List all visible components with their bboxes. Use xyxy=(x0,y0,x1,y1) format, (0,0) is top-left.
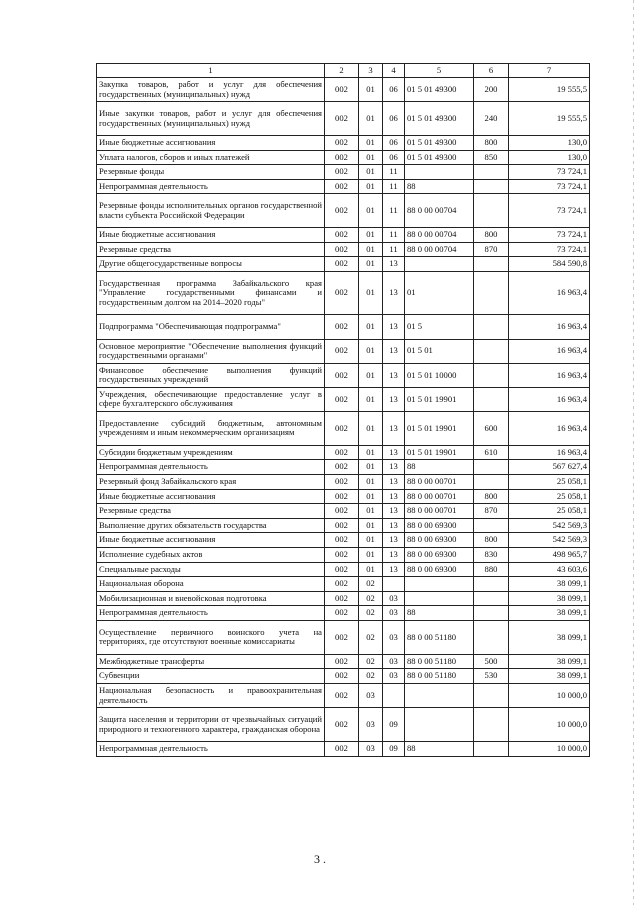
row-admin-code-cell: 002 xyxy=(325,78,359,102)
row-subsection-cell: 09 xyxy=(383,708,405,742)
row-section-cell: 01 xyxy=(359,135,383,150)
row-section-cell: 01 xyxy=(359,228,383,243)
table-body xyxy=(97,78,590,757)
row-target-article-cell: 01 5 01 19901 xyxy=(405,387,474,411)
row-expense-type-cell xyxy=(474,257,509,272)
row-amount-cell: 584 590,8 xyxy=(509,257,590,272)
row-admin-code-cell: 002 xyxy=(325,606,359,621)
row-section-cell: 02 xyxy=(359,577,383,592)
row-target-article-cell xyxy=(405,165,474,180)
row-expense-type-cell: 530 xyxy=(474,669,509,684)
row-expense-type-cell: 850 xyxy=(474,150,509,165)
row-amount-cell: 16 963,4 xyxy=(509,387,590,411)
row-expense-type-cell: 240 xyxy=(474,102,509,136)
row-expense-type-cell xyxy=(474,741,509,756)
row-subsection-cell: 13 xyxy=(383,518,405,533)
row-section-cell: 01 xyxy=(359,78,383,102)
row-amount-cell: 542 569,3 xyxy=(509,518,590,533)
row-name-cell: Субвенции xyxy=(97,669,325,684)
row-subsection-cell: 11 xyxy=(383,179,405,194)
row-expense-type-cell: 800 xyxy=(474,533,509,548)
row-expense-type-cell xyxy=(474,577,509,592)
row-target-article-cell xyxy=(405,577,474,592)
row-subsection-cell: 13 xyxy=(383,363,405,387)
row-name-cell: Учреждения, обеспечивающие предоставление услуг в сфере бухгалтерского обслуживания xyxy=(97,387,325,411)
table-row xyxy=(97,102,590,136)
row-target-article-cell: 01 5 01 19901 xyxy=(405,445,474,460)
row-subsection-cell: 11 xyxy=(383,242,405,257)
row-admin-code-cell: 002 xyxy=(325,708,359,742)
row-amount-cell: 16 963,4 xyxy=(509,445,590,460)
table-row xyxy=(97,621,590,655)
row-amount-cell: 38 099,1 xyxy=(509,621,590,655)
row-target-article-cell: 01 5 01 49300 xyxy=(405,102,474,136)
row-admin-code-cell: 002 xyxy=(325,257,359,272)
row-expense-type-cell: 200 xyxy=(474,78,509,102)
row-name-cell: Иные бюджетные ассигнования xyxy=(97,135,325,150)
table-row xyxy=(97,741,590,756)
row-expense-type-cell: 800 xyxy=(474,489,509,504)
row-name-cell: Иные бюджетные ассигнования xyxy=(97,533,325,548)
row-admin-code-cell: 002 xyxy=(325,504,359,519)
row-section-cell: 02 xyxy=(359,606,383,621)
row-target-article-cell: 88 0 00 00704 xyxy=(405,242,474,257)
row-target-article-cell: 88 0 00 00701 xyxy=(405,475,474,490)
table-row xyxy=(97,228,590,243)
row-admin-code-cell: 002 xyxy=(325,460,359,475)
row-name-cell: Другие общегосударственные вопросы xyxy=(97,257,325,272)
row-admin-code-cell: 002 xyxy=(325,741,359,756)
row-subsection-cell: 03 xyxy=(383,669,405,684)
row-section-cell: 01 xyxy=(359,562,383,577)
table-row xyxy=(97,271,590,314)
row-name-cell: Осуществление первичного воинского учета на территориях, где отсутствуют военные комиссариаты xyxy=(97,621,325,655)
row-amount-cell: 19 555,5 xyxy=(509,102,590,136)
row-section-cell: 03 xyxy=(359,708,383,742)
row-subsection-cell: 11 xyxy=(383,165,405,180)
row-admin-code-cell: 002 xyxy=(325,683,359,707)
row-target-article-cell: 88 xyxy=(405,179,474,194)
row-amount-cell: 19 555,5 xyxy=(509,78,590,102)
row-target-article-cell: 01 5 xyxy=(405,315,474,339)
table-row xyxy=(97,150,590,165)
row-section-cell: 01 xyxy=(359,315,383,339)
row-name-cell: Национальная оборона xyxy=(97,577,325,592)
row-name-cell: Предоставление субсидий бюджетным, автономным учреждениям и иным некоммерческим организациям xyxy=(97,412,325,446)
row-admin-code-cell: 002 xyxy=(325,562,359,577)
table-row xyxy=(97,669,590,684)
table-row xyxy=(97,179,590,194)
row-section-cell: 01 xyxy=(359,363,383,387)
row-section-cell: 01 xyxy=(359,102,383,136)
row-expense-type-cell: 880 xyxy=(474,562,509,577)
row-section-cell: 01 xyxy=(359,504,383,519)
row-admin-code-cell: 002 xyxy=(325,242,359,257)
row-section-cell: 01 xyxy=(359,339,383,363)
row-admin-code-cell: 002 xyxy=(325,445,359,460)
row-target-article-cell: 88 0 00 00701 xyxy=(405,489,474,504)
row-target-article-cell: 01 5 01 49300 xyxy=(405,135,474,150)
row-subsection-cell: 13 xyxy=(383,339,405,363)
row-name-cell: Основное мероприятие "Обеспечение выполнения функций государственными органами" xyxy=(97,339,325,363)
row-section-cell: 02 xyxy=(359,669,383,684)
row-target-article-cell: 88 0 00 51180 xyxy=(405,654,474,669)
table-row xyxy=(97,518,590,533)
row-subsection-cell: 13 xyxy=(383,548,405,563)
row-amount-cell: 73 724,1 xyxy=(509,242,590,257)
row-amount-cell: 38 099,1 xyxy=(509,669,590,684)
table-row xyxy=(97,504,590,519)
table-row xyxy=(97,412,590,446)
row-subsection-cell: 11 xyxy=(383,194,405,228)
row-section-cell: 02 xyxy=(359,654,383,669)
row-amount-cell: 38 099,1 xyxy=(509,654,590,669)
row-target-article-cell: 88 xyxy=(405,741,474,756)
row-target-article-cell: 88 xyxy=(405,460,474,475)
row-name-cell: Подпрограмма "Обеспечивающая подпрограмма" xyxy=(97,315,325,339)
row-subsection-cell xyxy=(383,683,405,707)
row-target-article-cell xyxy=(405,257,474,272)
row-expense-type-cell: 870 xyxy=(474,242,509,257)
row-name-cell: Специальные расходы xyxy=(97,562,325,577)
table-row xyxy=(97,387,590,411)
row-expense-type-cell xyxy=(474,683,509,707)
row-section-cell: 01 xyxy=(359,257,383,272)
table-row xyxy=(97,548,590,563)
row-amount-cell: 73 724,1 xyxy=(509,165,590,180)
row-amount-cell: 542 569,3 xyxy=(509,533,590,548)
row-name-cell: Межбюджетные трансферты xyxy=(97,654,325,669)
row-subsection-cell: 13 xyxy=(383,271,405,314)
row-expense-type-cell xyxy=(474,387,509,411)
row-admin-code-cell: 002 xyxy=(325,577,359,592)
table-row xyxy=(97,363,590,387)
row-admin-code-cell: 002 xyxy=(325,315,359,339)
row-subsection-cell: 03 xyxy=(383,621,405,655)
row-name-cell: Выполнение других обязательств государства xyxy=(97,518,325,533)
table-row xyxy=(97,242,590,257)
row-admin-code-cell: 002 xyxy=(325,165,359,180)
row-subsection-cell: 09 xyxy=(383,741,405,756)
row-target-article-cell: 88 0 00 69300 xyxy=(405,562,474,577)
row-target-article-cell: 88 0 00 51180 xyxy=(405,669,474,684)
row-name-cell: Резервные фонды xyxy=(97,165,325,180)
row-admin-code-cell: 002 xyxy=(325,387,359,411)
row-section-cell: 01 xyxy=(359,194,383,228)
row-subsection-cell: 13 xyxy=(383,445,405,460)
row-target-article-cell xyxy=(405,591,474,606)
row-admin-code-cell: 002 xyxy=(325,363,359,387)
row-section-cell: 02 xyxy=(359,621,383,655)
table-row xyxy=(97,606,590,621)
row-name-cell: Защита населения и территории от чрезвычайных ситуаций природного и техногенного характера, гражданская оборона xyxy=(97,708,325,742)
row-amount-cell: 130,0 xyxy=(509,150,590,165)
row-subsection-cell: 13 xyxy=(383,489,405,504)
row-subsection-cell: 13 xyxy=(383,257,405,272)
row-target-article-cell: 01 5 01 49300 xyxy=(405,150,474,165)
row-subsection-cell: 06 xyxy=(383,135,405,150)
row-amount-cell: 25 058,1 xyxy=(509,504,590,519)
row-section-cell: 01 xyxy=(359,271,383,314)
header-row xyxy=(97,64,590,78)
row-target-article-cell: 88 0 00 51180 xyxy=(405,621,474,655)
table-row xyxy=(97,194,590,228)
row-target-article-cell xyxy=(405,708,474,742)
row-admin-code-cell: 002 xyxy=(325,654,359,669)
row-name-cell: Резервные средства xyxy=(97,504,325,519)
table-header xyxy=(97,64,590,78)
row-section-cell: 01 xyxy=(359,150,383,165)
row-expense-type-cell: 800 xyxy=(474,228,509,243)
row-expense-type-cell xyxy=(474,606,509,621)
table-row xyxy=(97,475,590,490)
row-expense-type-cell xyxy=(474,708,509,742)
budget-table xyxy=(96,63,590,757)
row-section-cell: 01 xyxy=(359,387,383,411)
table-row xyxy=(97,562,590,577)
table-row xyxy=(97,708,590,742)
table-row xyxy=(97,445,590,460)
row-expense-type-cell xyxy=(474,271,509,314)
row-admin-code-cell: 002 xyxy=(325,194,359,228)
row-name-cell: Субсидии бюджетным учреждениям xyxy=(97,445,325,460)
row-amount-cell: 25 058,1 xyxy=(509,489,590,504)
table-row xyxy=(97,489,590,504)
row-target-article-cell: 88 0 00 00704 xyxy=(405,194,474,228)
header-cell: 2 xyxy=(325,64,359,78)
row-subsection-cell: 06 xyxy=(383,78,405,102)
row-section-cell: 01 xyxy=(359,475,383,490)
row-subsection-cell: 13 xyxy=(383,412,405,446)
row-target-article-cell: 88 xyxy=(405,606,474,621)
row-target-article-cell: 88 0 00 69300 xyxy=(405,518,474,533)
row-name-cell: Непрограммная деятельность xyxy=(97,606,325,621)
row-subsection-cell: 13 xyxy=(383,533,405,548)
row-name-cell: Непрограммная деятельность xyxy=(97,179,325,194)
row-expense-type-cell xyxy=(474,315,509,339)
header-cell: 1 xyxy=(97,64,325,78)
row-subsection-cell: 06 xyxy=(383,102,405,136)
row-subsection-cell: 13 xyxy=(383,387,405,411)
header-cell: 7 xyxy=(509,64,590,78)
row-subsection-cell: 03 xyxy=(383,606,405,621)
table-row xyxy=(97,683,590,707)
row-section-cell: 01 xyxy=(359,445,383,460)
row-name-cell: Мобилизационная и вневойсковая подготовка xyxy=(97,591,325,606)
row-name-cell: Государственная программа Забайкальского края "Управление государственными финансами и государственным долгом на 2014–2020 годы" xyxy=(97,271,325,314)
row-admin-code-cell: 002 xyxy=(325,669,359,684)
table-row xyxy=(97,460,590,475)
row-target-article-cell: 88 0 00 00704 xyxy=(405,228,474,243)
row-target-article-cell: 01 5 01 xyxy=(405,339,474,363)
row-section-cell: 03 xyxy=(359,741,383,756)
row-admin-code-cell: 002 xyxy=(325,102,359,136)
row-expense-type-cell xyxy=(474,194,509,228)
row-expense-type-cell xyxy=(474,363,509,387)
row-subsection-cell: 06 xyxy=(383,150,405,165)
row-admin-code-cell: 002 xyxy=(325,533,359,548)
row-section-cell: 01 xyxy=(359,242,383,257)
row-section-cell: 01 xyxy=(359,548,383,563)
row-admin-code-cell: 002 xyxy=(325,179,359,194)
table-row xyxy=(97,257,590,272)
row-target-article-cell: 01 5 01 49300 xyxy=(405,78,474,102)
row-admin-code-cell: 002 xyxy=(325,412,359,446)
row-admin-code-cell: 002 xyxy=(325,339,359,363)
row-name-cell: Иные бюджетные ассигнования xyxy=(97,228,325,243)
row-subsection-cell: 03 xyxy=(383,591,405,606)
row-subsection-cell: 11 xyxy=(383,228,405,243)
row-name-cell: Резервные средства xyxy=(97,242,325,257)
row-admin-code-cell: 002 xyxy=(325,150,359,165)
row-amount-cell: 73 724,1 xyxy=(509,179,590,194)
header-cell: 5 xyxy=(405,64,474,78)
table-row xyxy=(97,533,590,548)
row-section-cell: 02 xyxy=(359,591,383,606)
row-amount-cell: 43 603,6 xyxy=(509,562,590,577)
row-amount-cell: 73 724,1 xyxy=(509,228,590,243)
row-expense-type-cell xyxy=(474,179,509,194)
row-amount-cell: 16 963,4 xyxy=(509,271,590,314)
row-target-article-cell: 01 5 01 10000 xyxy=(405,363,474,387)
table-row xyxy=(97,135,590,150)
row-admin-code-cell: 002 xyxy=(325,135,359,150)
row-expense-type-cell xyxy=(474,621,509,655)
row-amount-cell: 16 963,4 xyxy=(509,412,590,446)
row-amount-cell: 10 000,0 xyxy=(509,708,590,742)
row-admin-code-cell: 002 xyxy=(325,591,359,606)
row-name-cell: Резервные фонды исполнительных органов государственной власти субъекта Российской Федерации xyxy=(97,194,325,228)
header-cell: 4 xyxy=(383,64,405,78)
row-expense-type-cell: 600 xyxy=(474,412,509,446)
row-name-cell: Закупка товаров, работ и услуг для обеспечения государственных (муниципальных) нужд xyxy=(97,78,325,102)
row-name-cell: Финансовое обеспечение выполнения функций государственных учреждений xyxy=(97,363,325,387)
row-amount-cell: 38 099,1 xyxy=(509,606,590,621)
row-amount-cell: 567 627,4 xyxy=(509,460,590,475)
row-name-cell: Уплата налогов, сборов и иных платежей xyxy=(97,150,325,165)
row-admin-code-cell: 002 xyxy=(325,271,359,314)
row-admin-code-cell: 002 xyxy=(325,475,359,490)
row-subsection-cell: 13 xyxy=(383,504,405,519)
table-row xyxy=(97,591,590,606)
row-amount-cell: 38 099,1 xyxy=(509,577,590,592)
row-amount-cell: 498 965,7 xyxy=(509,548,590,563)
header-cell: 6 xyxy=(474,64,509,78)
row-section-cell: 01 xyxy=(359,179,383,194)
page-number: 3 . xyxy=(314,852,326,866)
row-name-cell: Резервный фонд Забайкальского края xyxy=(97,475,325,490)
row-expense-type-cell xyxy=(474,339,509,363)
row-amount-cell: 38 099,1 xyxy=(509,591,590,606)
row-name-cell: Исполнение судебных актов xyxy=(97,548,325,563)
table-row xyxy=(97,577,590,592)
row-target-article-cell: 01 5 01 19901 xyxy=(405,412,474,446)
row-amount-cell: 16 963,4 xyxy=(509,363,590,387)
row-name-cell: Иные бюджетные ассигнования xyxy=(97,489,325,504)
row-expense-type-cell: 830 xyxy=(474,548,509,563)
row-subsection-cell: 13 xyxy=(383,460,405,475)
row-name-cell: Непрограммная деятельность xyxy=(97,741,325,756)
row-admin-code-cell: 002 xyxy=(325,518,359,533)
row-subsection-cell: 13 xyxy=(383,315,405,339)
row-amount-cell: 10 000,0 xyxy=(509,741,590,756)
row-target-article-cell: 88 0 00 00701 xyxy=(405,504,474,519)
row-section-cell: 01 xyxy=(359,518,383,533)
row-admin-code-cell: 002 xyxy=(325,228,359,243)
row-expense-type-cell: 610 xyxy=(474,445,509,460)
header-cell: 3 xyxy=(359,64,383,78)
row-section-cell: 01 xyxy=(359,165,383,180)
row-admin-code-cell: 002 xyxy=(325,548,359,563)
row-subsection-cell: 13 xyxy=(383,475,405,490)
row-target-article-cell: 01 xyxy=(405,271,474,314)
row-name-cell: Иные закупки товаров, работ и услуг для обеспечения государственных (муниципальных) нужд xyxy=(97,102,325,136)
row-expense-type-cell xyxy=(474,475,509,490)
table-row xyxy=(97,654,590,669)
table-row xyxy=(97,165,590,180)
row-amount-cell: 130,0 xyxy=(509,135,590,150)
row-expense-type-cell: 500 xyxy=(474,654,509,669)
table-row xyxy=(97,339,590,363)
row-admin-code-cell: 002 xyxy=(325,621,359,655)
row-section-cell: 01 xyxy=(359,460,383,475)
row-section-cell: 01 xyxy=(359,533,383,548)
row-expense-type-cell xyxy=(474,591,509,606)
row-expense-type-cell: 800 xyxy=(474,135,509,150)
table-row xyxy=(97,78,590,102)
row-amount-cell: 16 963,4 xyxy=(509,339,590,363)
row-admin-code-cell: 002 xyxy=(325,489,359,504)
row-expense-type-cell xyxy=(474,518,509,533)
table-row xyxy=(97,315,590,339)
row-name-cell: Национальная безопасность и правоохранительная деятельность xyxy=(97,683,325,707)
row-expense-type-cell: 870 xyxy=(474,504,509,519)
row-subsection-cell xyxy=(383,577,405,592)
row-section-cell: 01 xyxy=(359,412,383,446)
row-expense-type-cell xyxy=(474,460,509,475)
row-target-article-cell xyxy=(405,683,474,707)
row-target-article-cell: 88 0 00 69300 xyxy=(405,548,474,563)
row-subsection-cell: 03 xyxy=(383,654,405,669)
row-amount-cell: 10 000,0 xyxy=(509,683,590,707)
row-amount-cell: 73 724,1 xyxy=(509,194,590,228)
page-edge xyxy=(633,0,634,905)
row-expense-type-cell xyxy=(474,165,509,180)
row-amount-cell: 25 058,1 xyxy=(509,475,590,490)
row-name-cell: Непрограммная деятельность xyxy=(97,460,325,475)
row-section-cell: 03 xyxy=(359,683,383,707)
row-subsection-cell: 13 xyxy=(383,562,405,577)
row-amount-cell: 16 963,4 xyxy=(509,315,590,339)
row-target-article-cell: 88 0 00 69300 xyxy=(405,533,474,548)
row-section-cell: 01 xyxy=(359,489,383,504)
